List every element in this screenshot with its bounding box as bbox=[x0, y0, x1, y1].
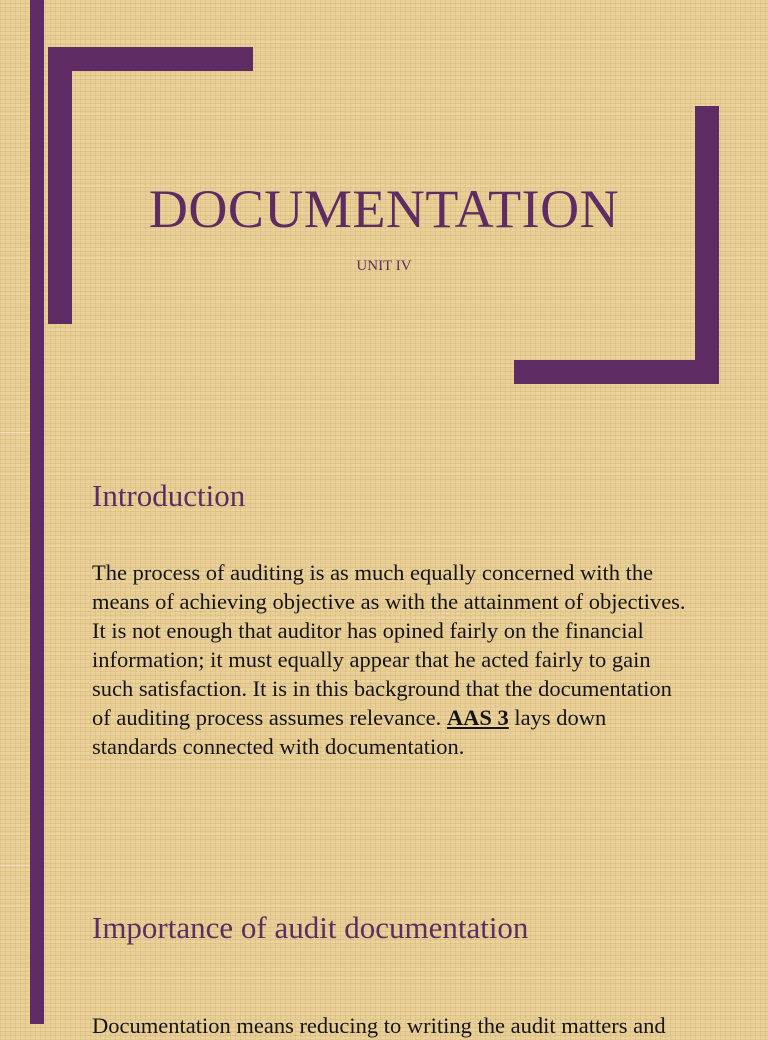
title-slide bbox=[0, 0, 768, 432]
left-accent-bar bbox=[30, 432, 44, 865]
frame-bottom-right-vertical bbox=[695, 106, 719, 384]
introduction-body bbox=[92, 558, 692, 761]
introduction-slide bbox=[0, 432, 768, 865]
importance-body: Documentation means reducing to writing the audit matters and bbox=[92, 1013, 666, 1038]
introduction-heading: Introduction bbox=[92, 478, 246, 513]
introduction-body-text: The process of auditing is as much equally concerned with the means of achieving objective as with the attainment of objectives. It is not enough that auditor has opined fairly on the financial information; it must equally appear that he acted fairly to gain such satisfaction. It is in this background that the documentation of auditing process assumes relevance. bbox=[92, 560, 686, 730]
slide-title: DOCUMENTATION bbox=[148, 179, 620, 239]
importance-heading: Importance of audit documentation bbox=[92, 910, 529, 945]
slide-subtitle: UNIT IV bbox=[356, 258, 412, 274]
introduction-body-text-end: lays down standards connected with documentation. bbox=[92, 705, 607, 759]
aas3-link[interactable]: AAS 3 bbox=[446, 705, 509, 730]
left-accent-bar bbox=[30, 865, 44, 1024]
frame-top-left-horizontal bbox=[48, 47, 253, 71]
importance-slide bbox=[0, 865, 768, 1038]
frame-bottom-right-horizontal bbox=[514, 360, 719, 384]
